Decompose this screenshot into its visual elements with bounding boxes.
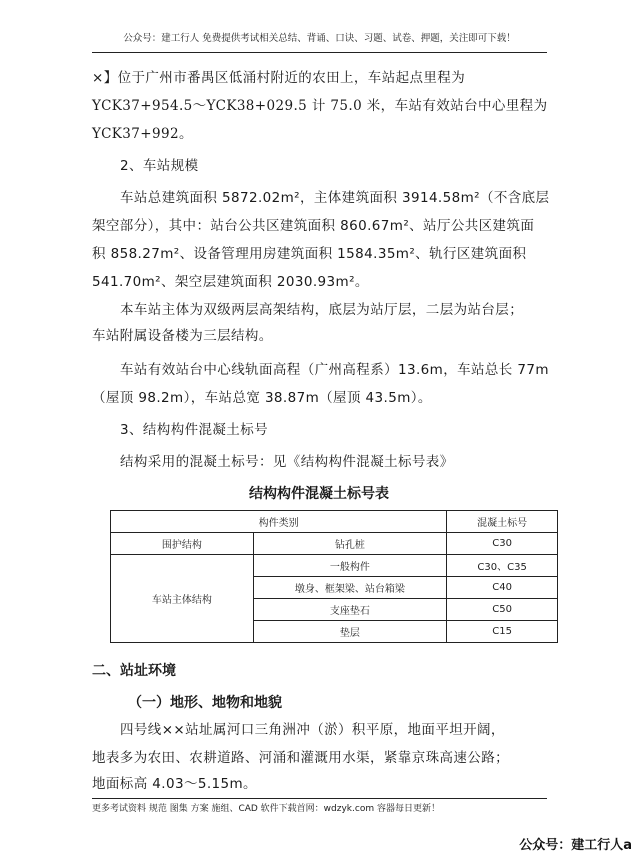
para4-line1: 车站有效站台中心线轨面高程（广州高程系）13.6m，车站总长 77m	[120, 362, 549, 378]
grade-cell: C30、C35	[447, 555, 558, 577]
para5-line1: 结构采用的混凝土标号：见《结构构件混凝土标号表》	[120, 454, 454, 470]
grade-cell: C40	[447, 577, 558, 599]
concrete-grade-table	[110, 510, 558, 643]
para4-line2: （屋顶 98.2m），车站总宽 38.87m（屋顶 43.5m）。	[92, 390, 432, 406]
item-cell: 支座垫石	[253, 599, 447, 621]
section2-line3: 地面标高 4.03～5.15m。	[92, 776, 257, 792]
para1-line3: YCK37+992。	[92, 126, 193, 142]
header-grade-cell: 混凝土标号	[447, 511, 558, 533]
item-cell: 一般构件	[253, 555, 447, 577]
para3-line1: 本车站主体为双级两层高架结构，底层为站厅层，二层为站台层；	[120, 302, 524, 318]
para1-line2: YCK37+954.5～YCK38+029.5 计 75.0 米，车站有效站台中心里程为	[92, 98, 548, 114]
table-title: 结构构件混凝土标号表	[249, 486, 389, 502]
para2-line1: 车站总建筑面积 5872.02m²，主体建筑面积 3914.58m²（不含底层	[120, 190, 550, 206]
page-header: 公众号：建工行人 免费提供考试相关总结、背诵、口诀、习题、试卷、押题，关注即可下载！	[92, 26, 547, 53]
grade-cell: C50	[447, 599, 558, 621]
item-cell: 钻孔桩	[253, 533, 447, 555]
subsection-title-terrain: （一）地形、地物和地貌	[128, 695, 282, 711]
section-title-site-environment: 二、站址环境	[92, 663, 176, 679]
item-cell: 垫层	[253, 621, 447, 643]
para2-line3: 积 858.27m²、设备管理用房建筑面积 1584.35m²、轨行区建筑面积	[92, 246, 527, 262]
table-row	[111, 555, 558, 577]
para1-line1: ×】位于广州市番禺区低涌村附近的农田上，车站起点里程为	[92, 70, 466, 86]
para3-line2: 车站附属设备楼为三层结构。	[92, 328, 273, 344]
item-cell: 墩身、框架梁、站台箱梁	[253, 577, 447, 599]
para2-line2: 架空部分），其中：站台公共区建筑面积 860.67m²、站厅公共区建筑面	[92, 218, 535, 234]
watermark-text: 公众号：建工行人a	[519, 838, 632, 853]
group-cell: 围护结构	[111, 533, 254, 555]
group-cell: 车站主体结构	[111, 555, 254, 643]
header-category-cell: 构件类别	[111, 511, 447, 533]
grade-cell: C30	[447, 533, 558, 555]
section2-line2: 地表多为农田、农耕道路、河涌和灌溉用水渠，紧靠京珠高速公路；	[92, 750, 509, 766]
heading-station-scale: 2、车站规模	[120, 158, 199, 174]
grade-cell: C15	[447, 621, 558, 643]
table-row	[111, 533, 558, 555]
table-header-row	[111, 511, 558, 533]
page-footer: 更多考试资料 规范 图集 方案 施组、CAD 软件下载首网：wdzyk.com 容器每日更新！	[92, 798, 547, 819]
section2-line1: 四号线××站址属河口三角洲冲（淤）积平原，地面平坦开阔，	[120, 722, 505, 738]
heading-concrete-grade: 3、结构构件混凝土标号	[120, 422, 268, 438]
para2-line4: 541.70m²、架空层建筑面积 2030.93m²。	[92, 274, 369, 290]
